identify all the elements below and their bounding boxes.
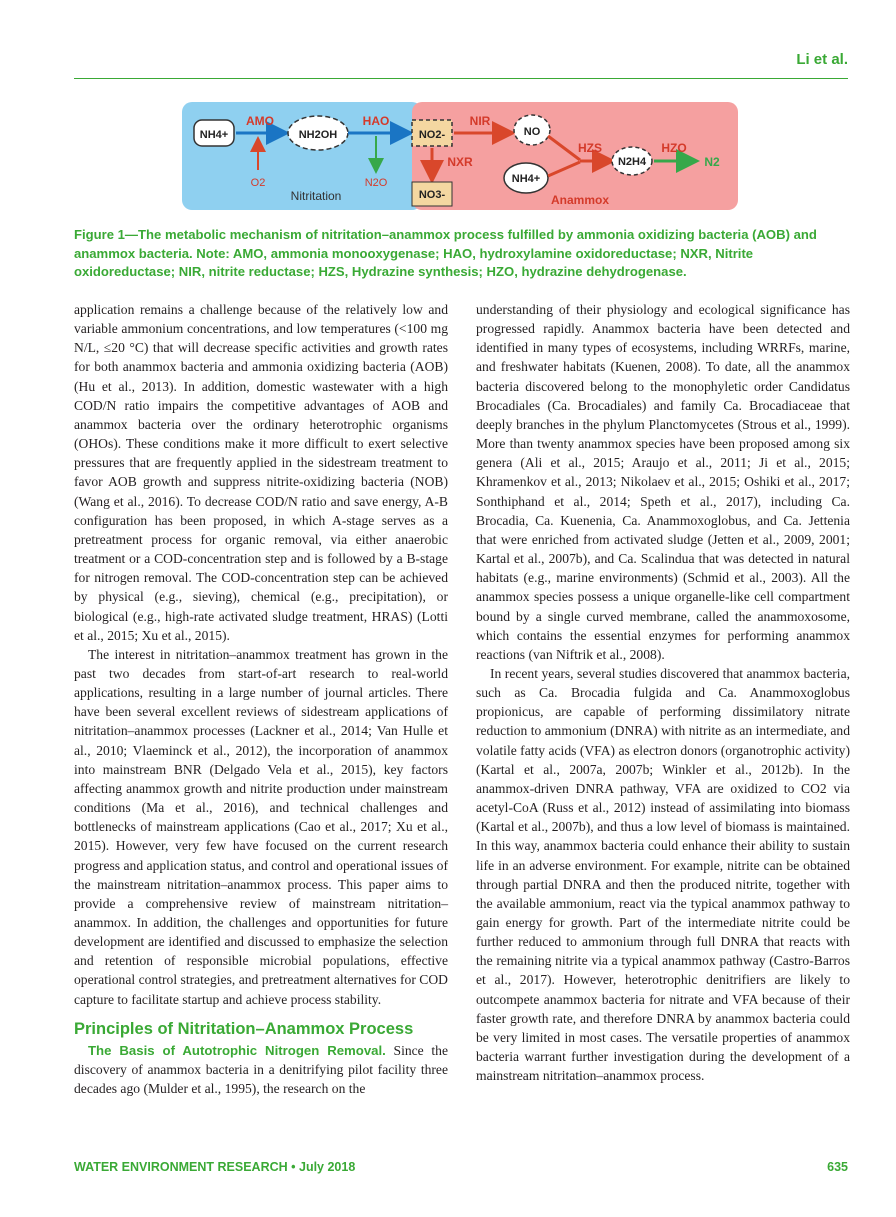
right-paragraph-2: In recent years, several studies discovered that anammox bacteria, such as Ca. Brocadia fulgida and Ca. Anammoxoglobus propionicus, are capable of performing dissimilatory nitrate reduction to ammonium (DNRA) with nitrite as an intermediate, and volatile fatty acids (VFA) as electron donors (organotrophic activity) (Kartal et al., 2007a, 2007b; Winkler et al., 2012b). In the anammox-driven DNRA pathway, VFA are oxidized to CO2 via acetyl-CoA (Russ et al., 2012) instead of assimilating into biomass (Kartal et al., 2007b), and thus a low level of biomass is maintained. In this way, anammox bacteria could enhance their ability to sustain life in an adverse environment. For example, nitrite can be obtained through partial DNRA and then the produced nitrite, together with the available ammonium, react via the typical anammox pathway to gain energy for growth. Part of the intermediate nitrite could be further reduced to ammonium through full DNRA that reacts with the remaining nitrite via a typical anammox pathway (Castro-Barros et al., 2017). However, heterotrophic denitrifiers are likely to outcompete anammox bacteria for nitrate and VFA because of their faster growth rate, and therefore DNRA by anammox bacteria could be very limited in most cases. The versatile properties of anammox bacteria warrant further investigation during the development of a mainstream nitritation–anammox process.	[476, 665, 850, 1084]
n2h4-label: N2H4	[617, 156, 647, 168]
hzs-label: HZS	[578, 141, 602, 155]
footer-journal: WATER ENVIRONMENT RESEARCH • July 2018	[74, 1160, 356, 1174]
header-author: Li et al.	[796, 51, 848, 68]
sub-heading: The Basis of Autotrophic Nitrogen Removal.	[88, 1042, 386, 1058]
figure-caption: Figure 1—The metabolic mechanism of nitritation–anammox process fulfilled by ammonia oxidizing bacteria (AOB) and anammox bacteria. Note: AMO, ammonia monooxygenase; HAO, hydroxylamine oxidoreductase; NXR, Nitrite oxidoreductase; NIR, nitrite reductase; HZS, Hydrazine synthesis; HZO, hydrazine dehydrogenase.	[74, 227, 817, 279]
nh2oh-label: NH2OH	[298, 129, 338, 141]
left-paragraph-1: application remains a challenge because of the relatively low and variable ammonium concentrations, and low temperatures (<100 mg N/L, ≤20 °C) that will decrease specific activities and growth rates for both anammox bacteria and ammonia oxidizing bacteria (AOB) (Hu et al., 2013). In addition, domestic wastewater with a high COD/N ratio impairs the competitive advantages of AOB and anammox bacteria over the ordinary heterotrophic organisms (OHOs). These conditions make it more difficult to exert selective pressures that are frequently applied in the sidestream treatment to favor AOB growth and suppress nitrite-oxidizing bacteria (NOB) (Wang et al., 2016). To decrease COD/N ratio and save energy, A-B configuration has been proposed, in which A-stage serves as a pretreatment process for organic removal, via either anaerobic treatment or a COD-concentration step and is followed by a B-stage for nitrogen removal. The COD-concentration step can be achieved by physical (e.g., sieving), chemical (e.g., precipitation), or biological (e.g., high-rate activated sludge treatment, HRAS) (Lotti et al., 2015; Xu et al., 2015).	[74, 302, 448, 643]
left-paragraph-3	[74, 1041, 448, 1098]
nh4-label-b: NH4+	[511, 173, 541, 185]
right-column	[476, 300, 850, 1085]
hzo-label: HZO	[661, 141, 687, 155]
left-paragraph-2: The interest in nitritation–anammox treatment has grown in the past two decades from start-of-art research to real-world applications, resulting in a large number of journal articles. There have been several excellent reviews of sidestream applications of nitritation–anammox processes (Lackner et al., 2014; Van Hulle et al., 2010; Vlaeminck et al., 2012), the incorporation of anammox into mainstream BNR (Delgado Vela et al., 2015), key factors affecting anammox growth and nitrite production under mainstream conditions (Ma et al., 2016), and technical challenges and bottlenecks of mainstream applications (Cao et al., 2017; Xu et al., 2015). However, very few have focused on the current research progress and application status, and control and operational issues of the mainstream nitritation–anammox process. This paper aims to provide a comprehensive review of mainstream nitritation–anammox. In addition, the challenges and opportunities for future development are identified and discussed to emphasize the selection and retention of responsible microbial populations, effective operational control strategies, and pretreatment alternatives for COD capture to facilitate startup and achieve process stability.	[74, 646, 448, 1007]
header-rule	[74, 78, 848, 79]
n2-label: N2	[704, 155, 720, 169]
hao-label: HAO	[362, 114, 390, 128]
anammox-label: Anammox	[550, 193, 610, 207]
nh4-label: NH4+	[199, 129, 229, 141]
metabolic-figure	[180, 100, 740, 212]
no-label: NO	[523, 126, 541, 138]
left-paragraph-3-text: Since the discovery of anammox bacteria in a denitrifying pilot facility three decades ago (Mulder et al., 1995), the research on the	[74, 1042, 448, 1097]
no3-label: NO3-	[418, 189, 446, 201]
n2o-label: N2O	[364, 177, 388, 189]
right-paragraph-1: understanding of their physiology and ecological significance has progressed rapidly. Anammox bacteria have been detected and identified in many types of ecosystems, including WRRFs, marine, and freshwater habitats (Kuenen, 2008). To date, all the anammox bacteria discovered belong to the monophyletic order Candidatus Brocadiales (Ca. Brocadiales) and family Ca. Brocadiaceae that deeply branches in the phylum Planctomycetes (Strous et al., 1999). More than twenty anammox species have been proposed among six genera (Ali et al., 2015; Araujo et al., 2011; Ji et al., 2015; Khramenkov et al., 2013; Nikolaev et al., 2015; Oshiki et al., 2017; Sonthiphand et al., 2014; Speth et al., 2017), including Ca. Brocadia, Ca. Kuenenia, Ca. Anammoxoglobus, and Ca. Jettenia that were enriched from activated sludge (Jetten et al., 2009, 2001; Kartal et al., 2007b), and Ca. Scalindua that was detected in natural habitats (e.g., marine environments) (Schmid et al., 2003). All the anammox species possess a unique organelle-like cell compartment bound by a single curved membrane, called the anammoxosome, which contains the essential enzymes for performing anammox reactions (van Niftrik et al., 2008).	[476, 302, 850, 662]
nxr-label: NXR	[447, 155, 473, 169]
no2-label: NO2-	[418, 129, 446, 141]
section-heading: Principles of Nitritation–Anammox Process	[74, 1019, 414, 1038]
nir-label: NIR	[469, 114, 491, 128]
nitritation-label: Nitritation	[290, 189, 342, 203]
footer-page-number: 635	[827, 1160, 848, 1174]
o2-label: O2	[250, 177, 266, 189]
left-column	[74, 300, 448, 1098]
amo-label: AMO	[246, 114, 274, 128]
